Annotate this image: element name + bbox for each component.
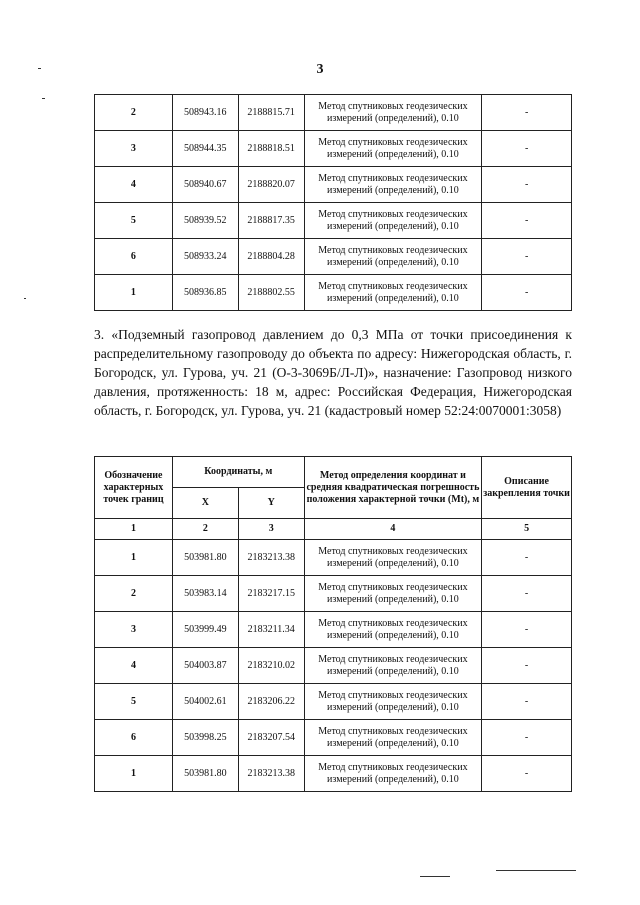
column-number: 2 [172, 519, 238, 540]
scan-speck [38, 68, 41, 69]
table-row [95, 275, 572, 311]
x-coordinate-cell: 503999.49 [172, 612, 238, 648]
point-number-cell: 2 [95, 95, 173, 131]
description-cell: - [482, 239, 572, 275]
y-coordinate-cell: 2183213.38 [238, 756, 304, 792]
x-coordinate-cell: 504003.87 [172, 648, 238, 684]
method-cell: Метод спутниковых геодезических измерений (определений), 0.10 [304, 167, 482, 203]
point-number-cell: 2 [95, 576, 173, 612]
y-coordinate-cell: 2183213.38 [238, 540, 304, 576]
point-number-cell: 4 [95, 648, 173, 684]
column-number: 3 [238, 519, 304, 540]
x-coordinate-cell: 503983.14 [172, 576, 238, 612]
x-coordinate-cell: 504002.61 [172, 684, 238, 720]
method-cell: Метод спутниковых геодезических измерений (определений), 0.10 [304, 239, 482, 275]
column-number: 5 [482, 519, 572, 540]
description-cell: - [482, 648, 572, 684]
x-coordinate-cell: 508940.67 [172, 167, 238, 203]
x-coordinate-cell: 508933.24 [172, 239, 238, 275]
header-y: Y [238, 488, 304, 519]
coordinates-table-top [94, 94, 572, 311]
description-cell: - [482, 684, 572, 720]
description-cell: - [482, 756, 572, 792]
description-cell: - [482, 131, 572, 167]
y-coordinate-cell: 2183206.22 [238, 684, 304, 720]
table-row [95, 167, 572, 203]
x-coordinate-cell: 508936.85 [172, 275, 238, 311]
description-cell: - [482, 203, 572, 239]
point-number-cell: 6 [95, 720, 173, 756]
point-number-cell: 5 [95, 684, 173, 720]
y-coordinate-cell: 2188818.51 [238, 131, 304, 167]
description-cell: - [482, 576, 572, 612]
table-row [95, 576, 572, 612]
method-cell: Метод спутниковых геодезических измерений (определений), 0.10 [304, 540, 481, 576]
scan-speck [24, 298, 26, 299]
point-number-cell: 1 [95, 540, 173, 576]
method-cell: Метод спутниковых геодезических измерений (определений), 0.10 [304, 684, 481, 720]
description-cell: - [482, 95, 572, 131]
point-number-cell: 6 [95, 239, 173, 275]
table-row [95, 612, 572, 648]
object-description-paragraph: 3. «Подземный газопровод давлением до 0,3 МПа от точки присоединения к распределительному газопроводу до объекта по адресу: Нижегородская область, г. Богородск, ул. Гурова, уч. 21 (О-3-3069Б/Л-Л)», назначение: Газопровод низкого давления, протяженность: 18 м, адрес: Российская Федерация, Нижегородская область, г. Богородск, ул. Гурова, уч. 21 (кадастровый номер 52:24:0070001:3058) [94, 327, 572, 418]
header-description: Описание закрепления точки [482, 457, 572, 519]
method-cell: Метод спутниковых геодезических измерений (определений), 0.10 [304, 756, 481, 792]
y-coordinate-cell: 2188820.07 [238, 167, 304, 203]
y-coordinate-cell: 2183207.54 [238, 720, 304, 756]
y-coordinate-cell: 2188802.55 [238, 275, 304, 311]
point-number-cell: 1 [95, 756, 173, 792]
x-coordinate-cell: 508944.35 [172, 131, 238, 167]
column-number: 1 [95, 519, 173, 540]
header-points: Обозначение характерных точек границ [95, 457, 173, 519]
method-cell: Метод спутниковых геодезических измерений (определений), 0.10 [304, 131, 482, 167]
point-number-cell: 4 [95, 167, 173, 203]
table-row [95, 648, 572, 684]
description-cell: - [482, 275, 572, 311]
description-cell: - [482, 612, 572, 648]
coordinates-table-bottom [94, 456, 572, 792]
y-coordinate-cell: 2183210.02 [238, 648, 304, 684]
description-cell: - [482, 167, 572, 203]
page-number: 3 [316, 62, 324, 77]
y-coordinate-cell: 2188804.28 [238, 239, 304, 275]
point-number-cell: 3 [95, 131, 173, 167]
scan-line [496, 870, 576, 871]
table-row [95, 540, 572, 576]
y-coordinate-cell: 2188817.35 [238, 203, 304, 239]
table-row [95, 720, 572, 756]
x-coordinate-cell: 508939.52 [172, 203, 238, 239]
scan-line [420, 876, 450, 877]
column-number: 4 [304, 519, 481, 540]
y-coordinate-cell: 2183217.15 [238, 576, 304, 612]
point-number-cell: 3 [95, 612, 173, 648]
method-cell: Метод спутниковых геодезических измерений (определений), 0.10 [304, 576, 481, 612]
x-coordinate-cell: 503998.25 [172, 720, 238, 756]
scan-speck [42, 98, 45, 99]
header-coordinates: Координаты, м [172, 457, 304, 488]
point-number-cell: 5 [95, 203, 173, 239]
method-cell: Метод спутниковых геодезических измерений (определений), 0.10 [304, 612, 481, 648]
point-number-cell: 1 [95, 275, 173, 311]
method-cell: Метод спутниковых геодезических измерений (определений), 0.10 [304, 275, 482, 311]
method-cell: Метод спутниковых геодезических измерений (определений), 0.10 [304, 95, 482, 131]
method-cell: Метод спутниковых геодезических измерений (определений), 0.10 [304, 720, 481, 756]
method-cell: Метод спутниковых геодезических измерений (определений), 0.10 [304, 203, 482, 239]
description-cell: - [482, 540, 572, 576]
table-row [95, 131, 572, 167]
y-coordinate-cell: 2183211.34 [238, 612, 304, 648]
table-row [95, 239, 572, 275]
y-coordinate-cell: 2188815.71 [238, 95, 304, 131]
description-cell: - [482, 720, 572, 756]
x-coordinate-cell: 503981.80 [172, 756, 238, 792]
x-coordinate-cell: 503981.80 [172, 540, 238, 576]
table-row [95, 95, 572, 131]
x-coordinate-cell: 508943.16 [172, 95, 238, 131]
table-row [95, 684, 572, 720]
table-row [95, 203, 572, 239]
header-method: Метод определения координат и средняя квадратическая погрешность положения характерной точки (Mt), м [304, 457, 481, 519]
method-cell: Метод спутниковых геодезических измерений (определений), 0.10 [304, 648, 481, 684]
header-x: X [172, 488, 238, 519]
table-row [95, 756, 572, 792]
